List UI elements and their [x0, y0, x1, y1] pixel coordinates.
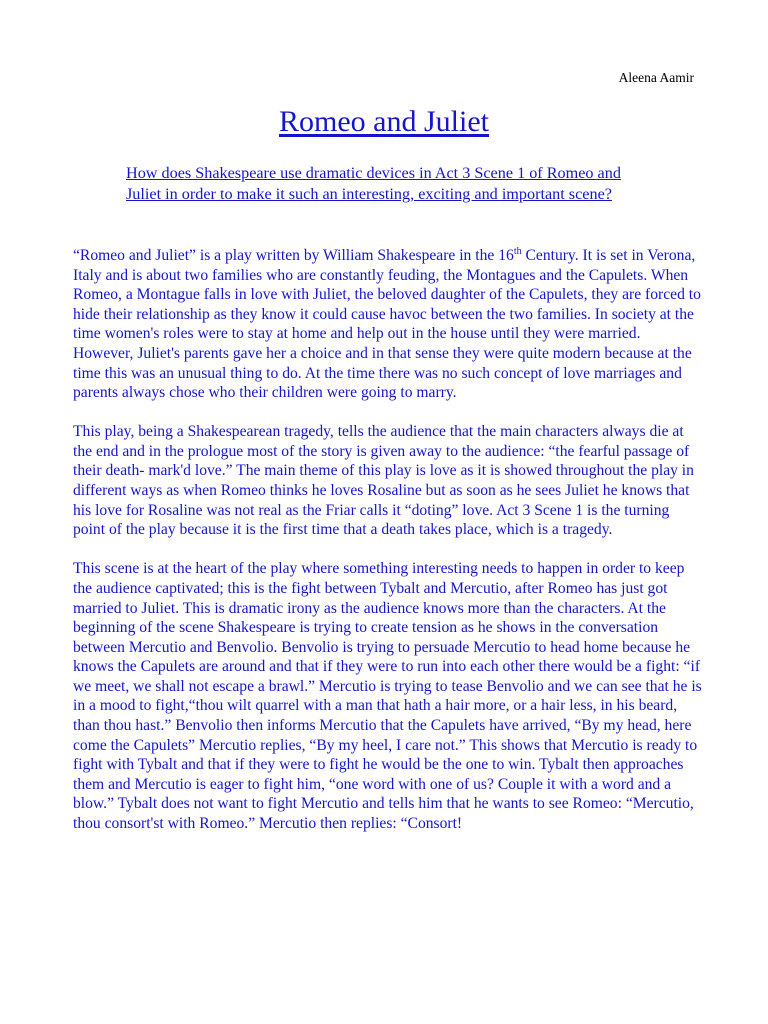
essay-question: How does Shakespeare use dramatic devices in Act 3 Scene 1 of Romeo and Juliet in order to make it such an interesting, exciting and important scene? [126, 164, 621, 203]
paragraph-1-text-end: Century. It is set in Verona, Italy and is about two families who are constantly feuding, the Montagues and the Capulets. When Romeo, a Montague falls in love with Juliet, the beloved daughter of the Capulets, they are forced to hide their relationship as they know it could cause havoc between the two families. In society at the time women's roles were to stay at home and help out in the house until they were married. However, Juliet's parents gave her a choice and in that sense they were quite modern because at the time this was an unusual thing to do. At the time there was no such concept of love marriages and parents always chose who their children were going to marry. [73, 247, 701, 402]
author-name: Aleena Aamir [618, 70, 694, 85]
paragraph-1-text-start: “Romeo and Juliet” is a play written by William Shakespeare in the 16 [73, 247, 514, 264]
essay-body [73, 246, 703, 853]
document-title: Romeo and Juliet [279, 105, 489, 138]
paragraph-3: This scene is at the heart of the play where something interesting needs to happen in order to keep the audience captivated; this is the fight between Tybalt and Mercutio, after Romeo has just got married to Juliet. This is dramatic irony as the audience knows more than the characters. At the beginning of the scene Shakespeare is trying to create tension as he shows in the conversation between Mercutio and Benvolio. Benvolio is trying to persuade Mercutio to head home because he knows the Capulets are around and that if they were to run into each other there would be a fight: “if we meet, we shall not escape a brawl.” Mercutio is trying to tease Benvolio and we can see that he is in a mood to fight,“thou wilt quarrel with a man that hath a hair more, or a hair less, in his beard, than thou hast.” Benvolio then informs Mercutio that the Capulets have arrived, “By my head, here come the Capulets” Mercutio replies, “By my heel, I care not.” This shows that Mercutio is ready to fight with Tybalt and that if they were to fight he would be the one to win. Tybalt then approaches them and Mercutio is eager to fight him, “one word with one of us? Couple it with a word and a blow.” Tybalt does not want to fight Mercutio and tells him that he wants to see Romeo: “Mercutio, thou consort'st with Romeo.” Mercutio then replies: “Consort! [73, 560, 702, 833]
paragraph-2: This play, being a Shakespearean tragedy, tells the audience that the main characters always die at the end and in the prologue most of the story is given away to the audience: “the fearful passage of their death- mark'd love.” The main theme of this play is love as it is showed throughout the play in different ways as when Romeo thinks he loves Rosaline but as soon as he sees Juliet he knows that his love for Rosaline was not real as the Friar calls it “doting” love. Act 3 Scene 1 is the turning point of the play because it is the first time that a death takes place, which is a tragedy. [73, 423, 694, 539]
paragraph-1 [73, 246, 703, 403]
ordinal-superscript: th [513, 245, 522, 257]
